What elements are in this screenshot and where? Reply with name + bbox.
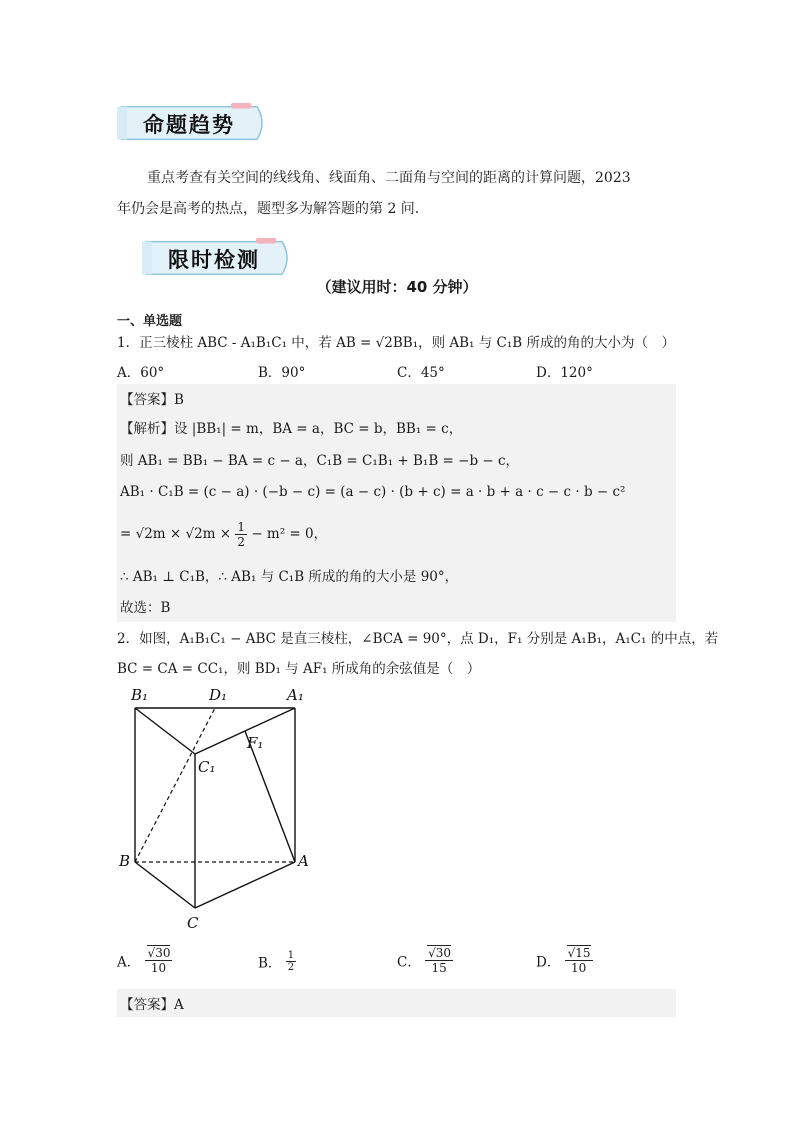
q1-stem: 1．正三棱柱 ABC - A₁B₁C₁ 中，若 AB = √2BB₁，则 AB₁ 与 C₁B 所成的角的大小为（ ） xyxy=(117,335,676,351)
q2-option-a xyxy=(117,946,172,975)
q2-stem-line-1: 2．如图，A₁B₁C₁ − ABC 是直三棱柱，∠BCA = 90°，点 D₁，F₁ 分别是 A₁B₁，A₁C₁ 的中点，若 xyxy=(117,631,719,647)
q2-option-b-denominator: 2 xyxy=(287,962,295,973)
q2-option-d xyxy=(536,946,593,975)
edge-b-c xyxy=(135,862,195,908)
fraction-one-half xyxy=(235,520,247,549)
q1-answer: 【答案】B xyxy=(120,392,184,408)
label-c1: C₁ xyxy=(198,758,216,776)
label-b1: B₁ xyxy=(131,686,149,704)
q1-option-d: D．120° xyxy=(536,365,593,381)
intro-line-2: 年仍会是高考的热点，题型多为解答题的第 2 问. xyxy=(117,201,420,217)
fraction-numerator: 1 xyxy=(237,520,246,534)
q1-solution-line-4-lead: = √2m × √2m × xyxy=(120,526,236,542)
q2-option-d-label: D． xyxy=(536,954,561,971)
q1-option-c: C．45° xyxy=(397,365,445,381)
q1-option-a: A．60° xyxy=(117,365,165,381)
q2-option-d-numerator: √15 xyxy=(567,946,591,960)
banner-topic-trend xyxy=(117,103,267,143)
intro-line-1: 重点考查有关空间的线线角、线面角、二面角与空间的距离的计算问题，2023 xyxy=(147,170,631,186)
q1-solution-line-4 xyxy=(120,520,327,549)
banner-title: 限时检测 xyxy=(168,248,260,272)
q2-option-c-label: C． xyxy=(397,954,421,971)
fraction-denominator: 2 xyxy=(237,535,246,549)
label-c: C xyxy=(187,914,199,932)
q2-option-c-fraction xyxy=(425,946,453,975)
q2-answer: 【答案】A xyxy=(120,997,184,1013)
q2-option-c-denominator: 15 xyxy=(431,961,447,975)
q2-option-c-numerator: √30 xyxy=(428,946,452,960)
time-note: （建议用时：40 分钟） xyxy=(316,278,478,296)
q2-option-a-fraction xyxy=(145,946,173,975)
q1-solution-line-1: 【解析】设 |BB₁| = m，BA = a，BC = b，BB₁ = c， xyxy=(120,421,463,437)
label-a: A xyxy=(298,852,309,870)
hidden-segment-b-d1 xyxy=(135,708,215,862)
q1-solution-line-5: ∴ AB₁ ⊥ C₁B，∴ AB₁ 与 C₁B 所成的角的大小是 90°， xyxy=(120,569,459,585)
q2-answer-box xyxy=(117,989,676,1017)
q1-solution-line-4-tail: − m² = 0， xyxy=(251,526,328,542)
q2-option-a-numerator: √30 xyxy=(147,946,171,960)
q2-option-d-fraction xyxy=(565,946,593,975)
label-d1: D₁ xyxy=(209,686,228,704)
q2-option-a-denominator: 10 xyxy=(150,961,167,975)
q2-option-a-label: A． xyxy=(117,954,141,971)
label-a1: A₁ xyxy=(287,686,304,704)
q1-answer-box xyxy=(117,384,676,622)
intro-paragraph xyxy=(117,163,677,225)
q2-option-b-label: B． xyxy=(258,955,282,972)
prism-figure xyxy=(117,682,317,932)
q2-option-c xyxy=(397,946,453,975)
banner-timed-test xyxy=(142,238,292,278)
q2-option-b xyxy=(258,950,296,973)
q1-solution-line-6: 故选：B xyxy=(120,600,171,616)
q2-option-b-numerator: 1 xyxy=(287,950,295,961)
q1-solution-line-2: 则 AB₁ = BB₁ − BA = c − a，C₁B = C₁B₁ + B₁B = −b − c， xyxy=(120,453,520,469)
edge-b1-c1 xyxy=(135,708,195,754)
edge-a-c xyxy=(195,862,295,908)
section-title: 一、单选题 xyxy=(117,314,183,329)
q2-option-b-fraction xyxy=(286,950,296,973)
q1-option-b: B．90° xyxy=(258,365,306,381)
q2-option-d-denominator: 10 xyxy=(570,961,587,975)
banner-title: 命题趋势 xyxy=(143,113,235,137)
label-f1: F₁ xyxy=(247,734,264,752)
label-b: B xyxy=(119,852,131,870)
q2-stem-line-2: BC = CA = CC₁，则 BD₁ 与 AF₁ 所成角的余弦值是（ ） xyxy=(117,661,481,677)
q1-solution-line-3: AB₁ · C₁B = (c − a) · (−b − c) = (a − c) · (b + c) = a · b + a · c − c · b − c² xyxy=(120,484,626,500)
